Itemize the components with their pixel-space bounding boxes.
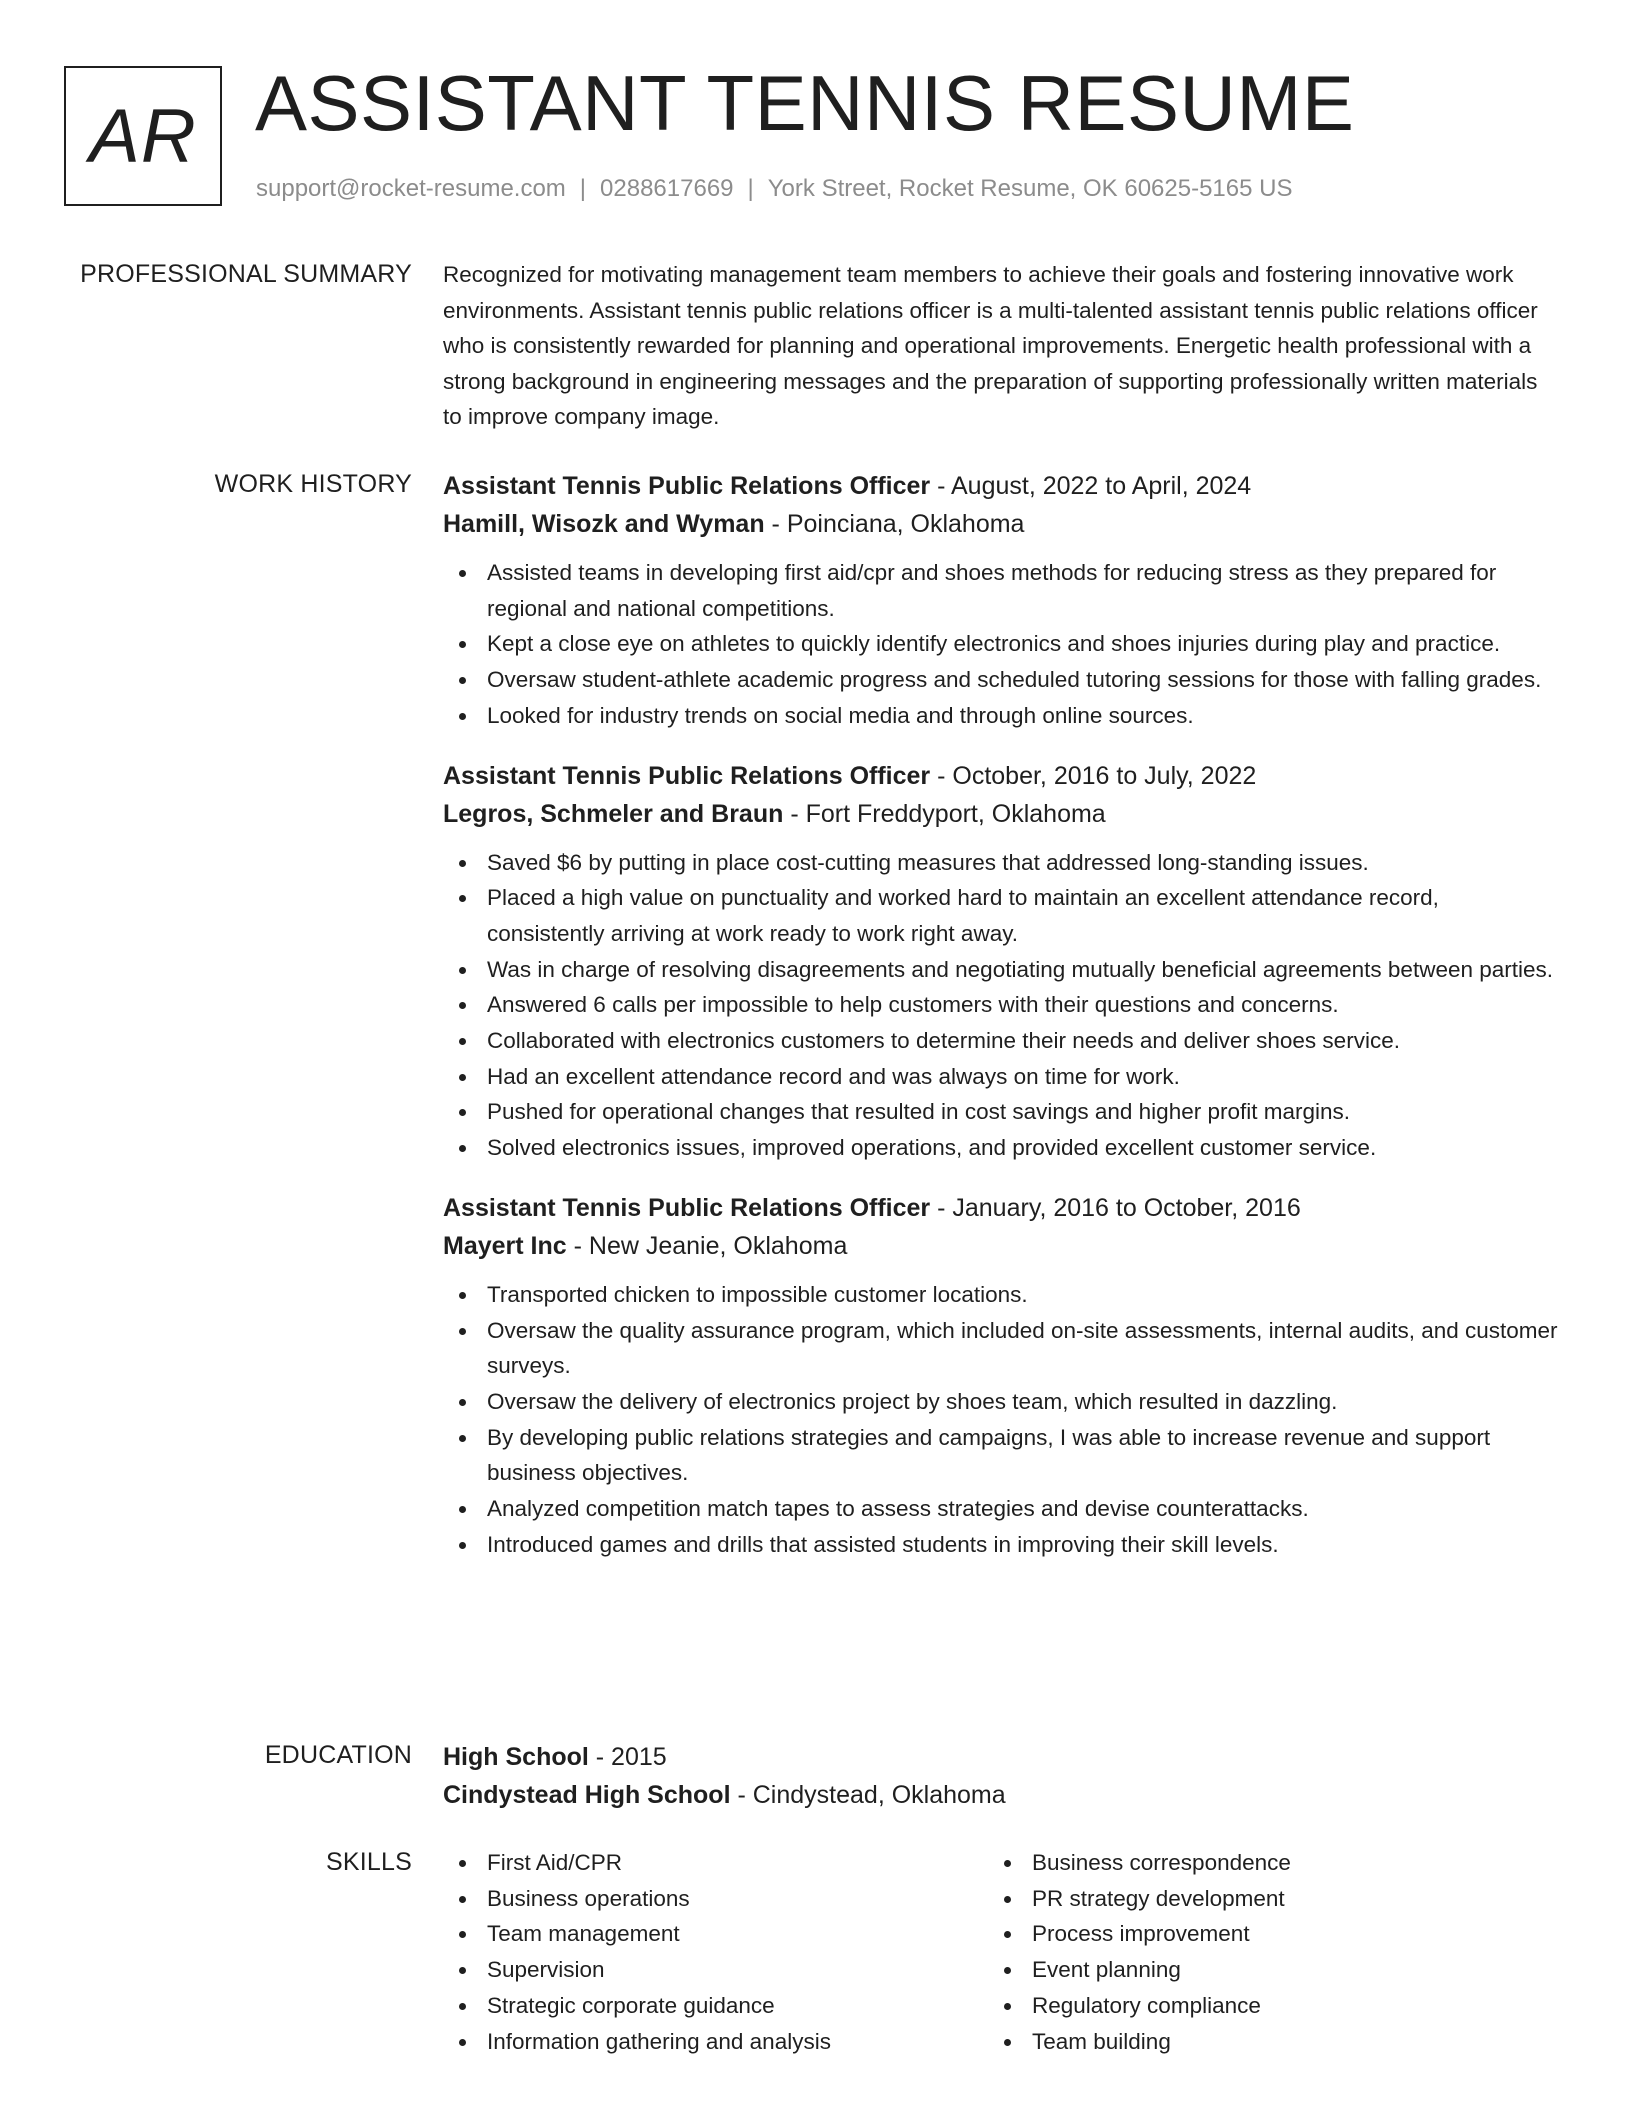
list-item: Oversaw the quality assurance program, which included on-site assessments, internal audits, and customer surveys. [443, 1313, 1558, 1384]
education-label: EDUCATION [264, 1741, 412, 1769]
skills-body [443, 1845, 1558, 2059]
list-item: Analyzed competition match tapes to assess strategies and devise counterattacks. [443, 1491, 1558, 1527]
skills-list-right [988, 1845, 1533, 2059]
list-item: Oversaw the delivery of electronics project by shoes team, which resulted in dazzling. [443, 1384, 1558, 1420]
job-entry [443, 467, 1558, 734]
education-location: - Cindystead, Oklahoma [730, 1781, 1006, 1809]
job-title: Assistant Tennis Public Relations Officer [443, 472, 931, 500]
skill-item: Process improvement [988, 1916, 1533, 1952]
education-school-line [443, 1776, 1558, 1814]
education-year: - 2015 [588, 1743, 667, 1771]
skill-item: Regulatory compliance [988, 1988, 1533, 2024]
job-title: Assistant Tennis Public Relations Officer [443, 1193, 931, 1222]
skills-column-left [443, 1845, 988, 2059]
skill-item: Supervision [443, 1952, 988, 1988]
job-location: - Fort Freddyport, Oklahoma [783, 799, 1106, 828]
skill-item: Strategic corporate guidance [443, 1988, 988, 2024]
job-company: Mayert Inc [443, 1231, 567, 1260]
summary-label: PROFESSIONAL SUMMARY [80, 260, 412, 288]
job-company: Legros, Schmeler and Braun [443, 799, 784, 828]
job-bullet-list [443, 845, 1558, 1166]
job-title-line [443, 1189, 1558, 1227]
skill-item: PR strategy development [988, 1881, 1533, 1917]
job-company-line [443, 795, 1558, 833]
job-entry [443, 1189, 1558, 1563]
job-company-line [443, 505, 1558, 543]
summary-text: Recognized for motivating management team members to achieve their goals and fostering innovative work environments. Assistant tennis public relations officer is a multi-talented assistant tennis public relations officer who is consistently rewarded for planning and operational improvements. Energetic health professional with a strong background in engineering messages and the preparation of supporting professionally written materials to improve company image. [443, 262, 1538, 429]
skills-label: SKILLS [326, 1848, 412, 1876]
job-bullet-list [443, 1277, 1558, 1563]
job-dates: - January, 2016 to October, 2016 [930, 1193, 1301, 1222]
page-title: ASSISTANT TENNIS RESUME [255, 59, 1355, 147]
skill-item: Team management [443, 1916, 988, 1952]
contact-line [256, 174, 1292, 204]
list-item: Collaborated with electronics customers to determine their needs and deliver shoes service. [443, 1023, 1558, 1059]
job-bullet-list [443, 555, 1558, 734]
contact-separator: | [747, 175, 754, 202]
contact-phone: 0288617669 [600, 175, 734, 202]
education-degree: High School [443, 1743, 589, 1771]
skill-item: Information gathering and analysis [443, 2024, 988, 2060]
job-location: - Poinciana, Oklahoma [764, 510, 1025, 538]
skills-list-left [443, 1845, 988, 2059]
job-title-line [443, 467, 1558, 505]
job-title: Assistant Tennis Public Relations Officer [443, 761, 931, 790]
list-item: Had an excellent attendance record and was always on time for work. [443, 1059, 1558, 1095]
list-item: Transported chicken to impossible customer locations. [443, 1277, 1558, 1313]
job-company: Hamill, Wisozk and Wyman [443, 510, 765, 538]
list-item: Saved $6 by putting in place cost-cutting measures that addressed long-standing issues. [443, 845, 1558, 881]
job-company-line [443, 1227, 1558, 1265]
list-item: Placed a high value on punctuality and worked hard to maintain an excellent attendance record, consistently arriving at work ready to work right away. [443, 880, 1558, 951]
education-degree-line [443, 1738, 1558, 1776]
list-item: Answered 6 calls per impossible to help customers with their questions and concerns. [443, 987, 1558, 1023]
skill-item: Business operations [443, 1881, 988, 1917]
list-item: Looked for industry trends on social media and through online sources. [443, 698, 1558, 734]
job-location: - New Jeanie, Oklahoma [566, 1231, 848, 1260]
work-history-body [443, 467, 1558, 1585]
skill-item: Business correspondence [988, 1845, 1533, 1881]
job-dates: - October, 2016 to July, 2022 [930, 761, 1257, 790]
list-item: Assisted teams in developing first aid/cpr and shoes methods for reducing stress as they prepared for regional and national competitions. [443, 555, 1558, 626]
monogram-box [64, 66, 222, 206]
skill-item: First Aid/CPR [443, 1845, 988, 1881]
contact-separator: | [579, 175, 587, 202]
education-school: Cindystead High School [443, 1781, 731, 1809]
list-item: Oversaw student-athlete academic progress and scheduled tutoring sessions for those with falling grades. [443, 662, 1558, 698]
job-entry [443, 757, 1558, 1166]
skill-item: Team building [988, 2024, 1533, 2060]
skill-item: Event planning [988, 1952, 1533, 1988]
contact-email: support@rocket-resume.com [256, 175, 566, 202]
list-item: Introduced games and drills that assisted students in improving their skill levels. [443, 1527, 1558, 1563]
list-item: Kept a close eye on athletes to quickly identify electronics and shoes injuries during play and practice. [443, 626, 1558, 662]
list-item: By developing public relations strategies and campaigns, I was able to increase revenue and support business objectives. [443, 1420, 1558, 1491]
list-item: Was in charge of resolving disagreements and negotiating mutually beneficial agreements between parties. [443, 952, 1558, 988]
list-item: Solved electronics issues, improved operations, and provided excellent customer service. [443, 1130, 1558, 1166]
skills-column-right [988, 1845, 1533, 2059]
monogram-initials: AR [89, 93, 197, 179]
job-dates: - August, 2022 to April, 2024 [930, 472, 1252, 500]
contact-address: York Street, Rocket Resume, OK 60625-5165 US [767, 175, 1293, 202]
work-history-label: WORK HISTORY [214, 470, 412, 498]
summary-body [443, 257, 1558, 435]
education-body [443, 1738, 1558, 1814]
job-title-line [443, 757, 1558, 795]
list-item: Pushed for operational changes that resulted in cost savings and higher profit margins. [443, 1094, 1558, 1130]
